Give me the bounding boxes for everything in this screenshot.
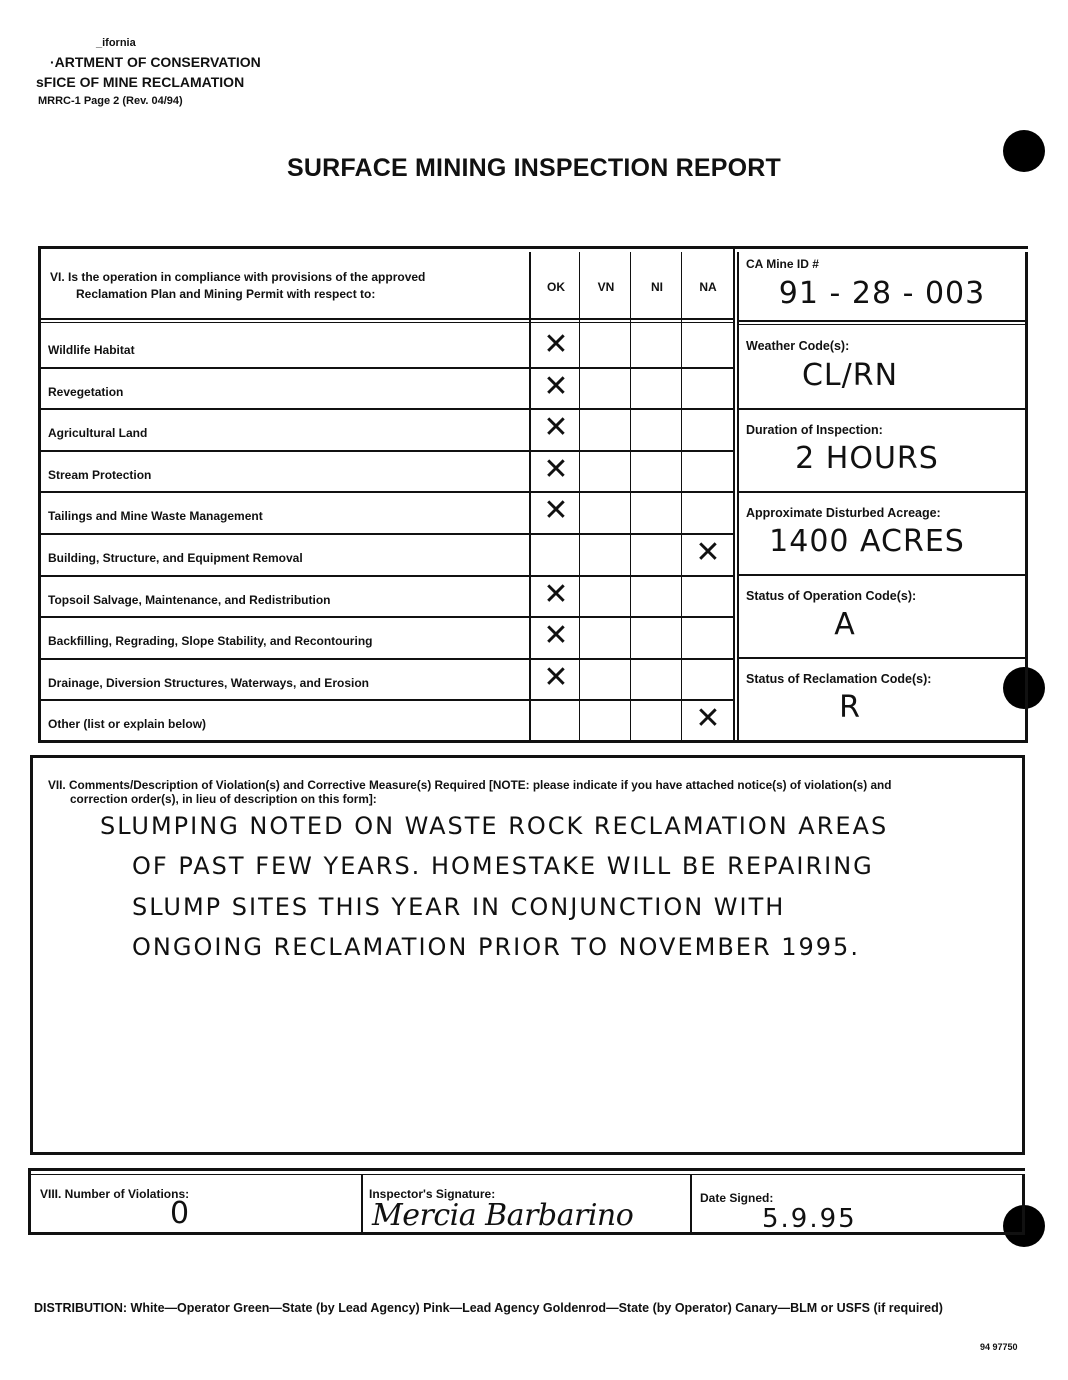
- duration-label: Duration of Inspection:: [746, 423, 883, 437]
- violations-label: VIII. Number of Violations:: [40, 1187, 190, 1201]
- comment-line: SLUMP SITES THIS YEAR IN CONJUNCTION WITH: [132, 893, 786, 921]
- agency-state: _ifornia: [96, 37, 136, 49]
- col-na: NA: [699, 280, 717, 294]
- mine-id-label: CA Mine ID #: [746, 257, 819, 271]
- checkbox-ok[interactable]: ✕: [543, 493, 569, 528]
- date-value: 5.9.95: [762, 1204, 857, 1234]
- row-label: Stream Protection: [48, 468, 152, 482]
- checkbox-ok[interactable]: ✕: [543, 577, 569, 612]
- report-title: SURFACE MINING INSPECTION REPORT: [287, 154, 781, 182]
- section-vii-heading: VII. Comments/Description of Violation(s) and Corrective Measure(s) Required [NOTE: please indicate if you have attached notice(s) of violation(s) and: [48, 778, 892, 792]
- row-label: Topsoil Salvage, Maintenance, and Redistribution: [48, 593, 331, 607]
- reclamation-status-value: R: [839, 690, 861, 725]
- acreage-label: Approximate Disturbed Acreage:: [746, 506, 941, 520]
- operation-status-value: A: [834, 607, 856, 642]
- section-vi-question: VI. Is the operation in compliance with provisions of the approved: [50, 270, 426, 284]
- signature-label: Inspector's Signature:: [369, 1187, 496, 1201]
- checkbox-ok[interactable]: ✕: [543, 660, 569, 695]
- agency-office: ѕFICE OF MINE RECLAMATION: [36, 74, 245, 90]
- row-label: Other (list or explain below): [48, 717, 207, 731]
- checkbox-ok[interactable]: ✕: [543, 410, 569, 445]
- row-label: Agricultural Land: [48, 426, 148, 440]
- row-label: Revegetation: [48, 385, 124, 399]
- distribution-note: DISTRIBUTION: White—Operator Green—State (by Lead Agency) Pink—Lead Agency Goldenrod—State (by Operator) Canary—BLM or USFS (if required): [34, 1301, 943, 1315]
- weather-label: Weather Code(s):: [746, 339, 850, 353]
- mine-id-value: 91 - 28 - 003: [778, 276, 986, 311]
- comment-line: SLUMPING NOTED ON WASTE ROCK RECLAMATION AREAS: [100, 812, 889, 840]
- checkbox-ok[interactable]: ✕: [543, 618, 569, 653]
- row-label: Backfilling, Regrading, Slope Stability, and Recontouring: [48, 634, 373, 648]
- form-id: MRRC-1 Page 2 (Rev. 04/94): [38, 95, 183, 107]
- col-vn: VN: [597, 280, 615, 294]
- date-label: Date Signed:: [700, 1191, 774, 1205]
- operation-status-label: Status of Operation Code(s):: [746, 589, 917, 603]
- checkbox-ok[interactable]: ✕: [543, 452, 569, 487]
- col-ok: OK: [547, 280, 565, 294]
- punch-hole-icon: [1003, 667, 1045, 709]
- row-label: Building, Structure, and Equipment Removal: [48, 551, 303, 565]
- checkbox-ok[interactable]: ✕: [543, 369, 569, 404]
- checkbox-ok[interactable]: ✕: [543, 327, 569, 362]
- footer-code: 94 97750: [980, 1342, 1018, 1352]
- acreage-value: 1400 ACRES: [769, 524, 965, 559]
- section-vii-heading-line2: correction order(s), in lieu of description on this form]:: [70, 792, 377, 806]
- agency-department: ·ARTMENT OF CONSERVATION: [50, 54, 261, 70]
- row-label: Tailings and Mine Waste Management: [48, 509, 263, 523]
- checkbox-na[interactable]: ✕: [695, 535, 721, 570]
- row-label: Wildlife Habitat: [48, 343, 135, 357]
- inspector-signature: Mercia Barbarino: [372, 1198, 634, 1233]
- checkbox-na[interactable]: ✕: [695, 701, 721, 736]
- col-ni: NI: [651, 280, 663, 294]
- reclamation-status-label: Status of Reclamation Code(s):: [746, 672, 932, 686]
- comment-line: ONGOING RECLAMATION PRIOR TO NOVEMBER 1995.: [132, 933, 860, 961]
- row-label: Drainage, Diversion Structures, Waterways, and Erosion: [48, 676, 369, 690]
- duration-value: 2 HOURS: [795, 441, 939, 476]
- weather-value: CL/RN: [801, 358, 899, 393]
- punch-hole-icon: [1003, 130, 1045, 172]
- violations-value: 0: [170, 1196, 190, 1231]
- section-vi-question-line2: Reclamation Plan and Mining Permit with respect to:: [76, 287, 376, 301]
- comment-line: OF PAST FEW YEARS. HOMESTAKE WILL BE REPAIRING: [132, 852, 874, 880]
